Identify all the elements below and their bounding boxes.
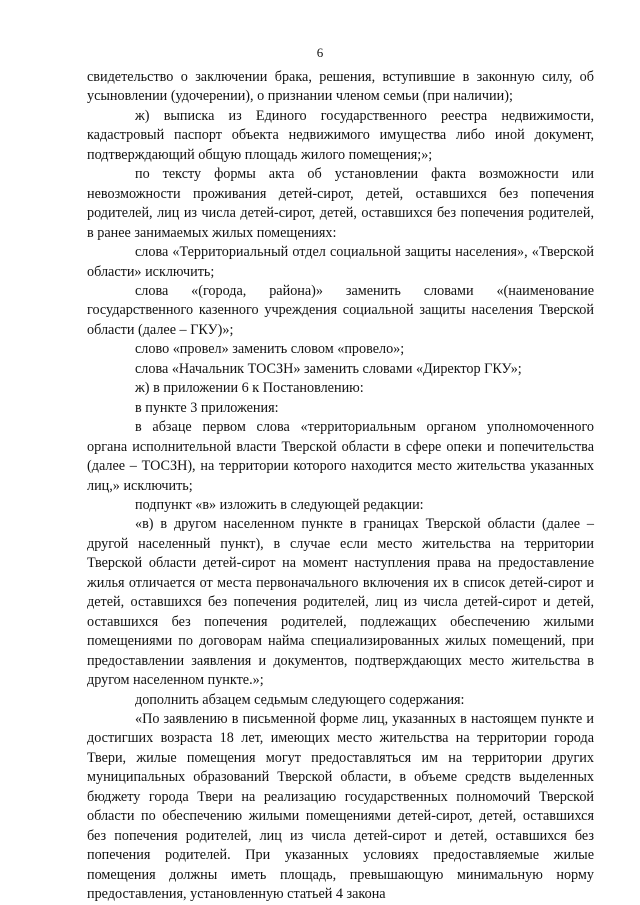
paragraph: свидетельство о заключении брака, решения, вступившие в законную силу, об усыновлении (удочерении), о признании членом семьи (при наличии); <box>87 69 594 105</box>
paragraph: «По заявлению в письменной форме лиц, указанных в настоящем пункте и достигших возраста 18 лет, имеющих место жительства на территории города Твери, жилые помещения могут предоставляться им на территории других муниципальных образований Тверской области, в объеме средств выделенных бюджету города Твери на реализацию государственных полномочий Тверской области по обеспечению жилыми помещениями детей-сирот, детей, оставшихся без попечения родителей, лиц из числа детей-сирот и детей, оставшихся без попечения родителей. При указанных условиях предоставляемые жилые помещения должны иметь площадь, превышающую минимальную норму предоставления, установленную статьей 4 закона <box>87 710 594 903</box>
paragraph: ж) выписка из Единого государственного реестра недвижимости, кадастровый паспорт объекта недвижимого имущества либо иной документ, подтверждающий общую площадь жилого помещения;»; <box>87 107 594 163</box>
paragraph: ж) в приложении 6 к Постановлению: <box>135 380 364 397</box>
paragraph: дополнить абзацем седьмым следующего содержания: <box>135 691 465 708</box>
paragraph: по тексту формы акта об установлении факта возможности или невозможности проживания детей-сирот, детей, оставшихся без попечения родителей, лиц из числа детей-сирот, детей, оставшихся без попечения родителей, в ранее занимаемых жилых помещениях: <box>87 166 594 241</box>
page-number: 6 <box>316 45 324 60</box>
paragraph: слова «(города, района)» заменить словами «(наименование государственного казенного учреждения социальной защиты населения Тверской области (далее – ГКУ)»; <box>87 282 594 338</box>
paragraph: слово «провел» заменить словом «провело»; <box>135 341 405 358</box>
paragraph: слова «Территориальный отдел социальной защиты населения», «Тверской области» исключить; <box>87 244 594 280</box>
paragraph: «в) в другом населенном пункте в границах Тверской области (далее – другой населенный пункт), в случае если место жительства на территории Тверской области детей-сирот на момент наступления права на предоставление жилья отличается от места первоначального включения их в список детей-сирот и детей, оставшихся без попечения родителей, лиц из числа детей-сирот и детей, оставшихся без попечения родителей, подлежащих обеспечению жилыми помещениями по договорам найма специализированных жилых помещений, при предоставлении заявления и документов, подтверждающих место жительства в другом населенном пункте.»; <box>87 516 594 689</box>
paragraph: в абзаце первом слова «территориальным органом уполномоченного органа исполнительной власти Тверской области в сфере опеки и попечительства (далее – ТОСЗН), на территории которого находится место жительства указанных лиц,» исключить; <box>87 419 594 494</box>
paragraph: слова «Начальник ТОСЗН» заменить словами «Директор ГКУ»; <box>135 360 522 377</box>
document-body <box>87 68 594 904</box>
paragraph: подпункт «в» изложить в следующей редакции: <box>135 496 424 513</box>
paragraph: в пункте 3 приложения: <box>135 399 279 416</box>
